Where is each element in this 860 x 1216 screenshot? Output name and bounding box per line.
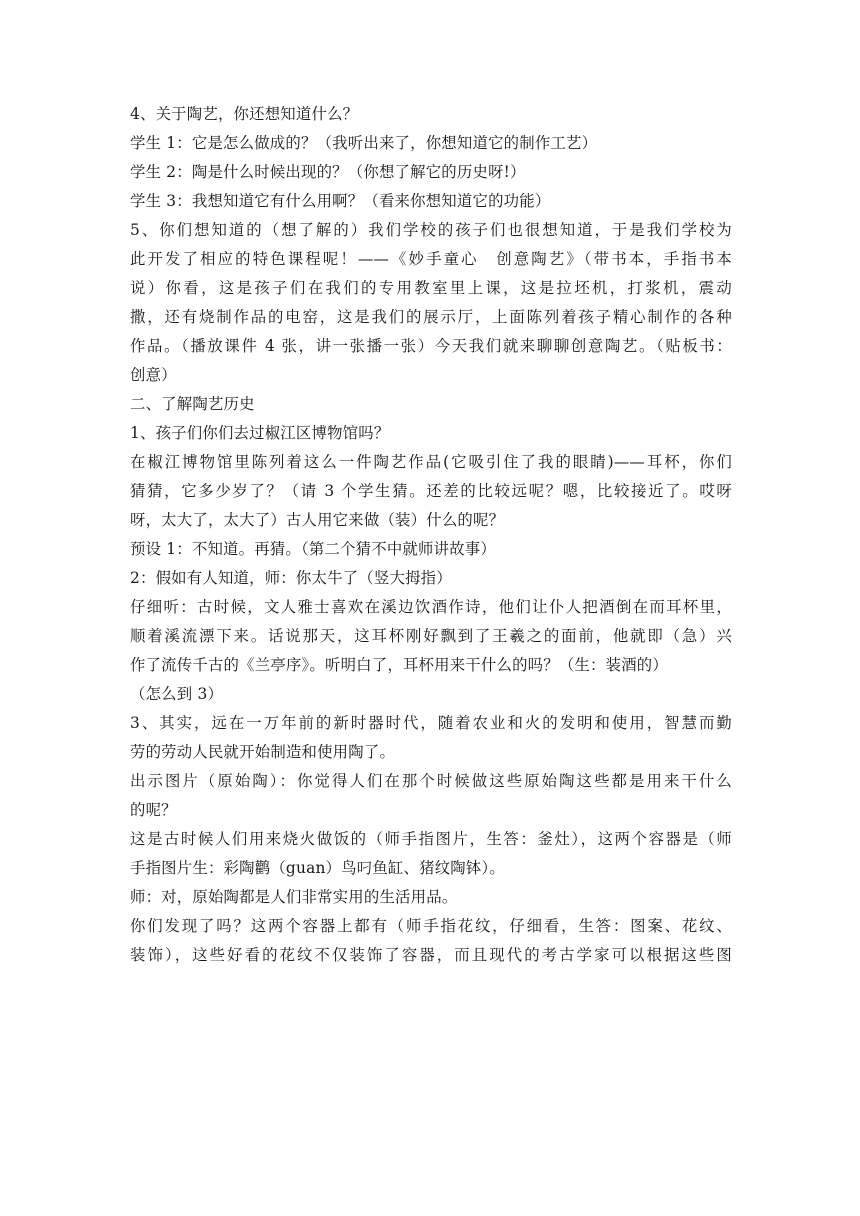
text-line: 此开发了相应的特色课程呢！——《妙手童心 创意陶艺》（带书本，手指书本 xyxy=(130,250,732,268)
text-line: 手指图片生：彩陶鹳（guan）鸟叼鱼缸、猪纹陶钵）。 xyxy=(130,859,505,877)
text-line: 说）你看，这是孩子们在我们的专用教室里上课，这是拉坯机，打浆机，震动 xyxy=(130,279,732,297)
text-line: 在椒江博物馆里陈列着这么一件陶艺作品(它吸引住了我的眼睛)——耳杯，你们 xyxy=(130,453,732,471)
text-line: 作品。（播放课件 4 张，讲一张播一张）今天我们就来聊聊创意陶艺。（贴板书： xyxy=(130,337,732,355)
text-line: 学生 3：我想知道它有什么用啊？（看来你想知道它的功能） xyxy=(130,192,551,210)
text-line: 的呢？ xyxy=(130,801,177,819)
text-line: 装饰），这些好看的花纹不仅装饰了容器，而且现代的考古学家可以根据这些图 xyxy=(130,946,732,964)
text-line: 呀，太大了，太大了）古人用它来做（装）什么的呢？ xyxy=(130,511,505,529)
text-line: 5、你们想知道的（想了解的）我们学校的孩子们也很想知道，于是我们学校为 xyxy=(130,221,732,239)
document-body xyxy=(130,100,732,970)
text-line: 学生 1：它是怎么做成的？（我听出来了，你想知道它的制作工艺） xyxy=(130,134,598,152)
text-line: 师：对，原始陶都是人们非常实用的生活用品。 xyxy=(130,888,458,906)
text-line: 猜猜，它多少岁了？（请 3 个学生猜。还差的比较远呢？嗯，比较接近了。哎呀 xyxy=(130,482,732,500)
text-line: 学生 2：陶是什么时候出现的？（你想了解它的历史呀!） xyxy=(130,163,526,181)
text-line: 预设 1：不知道。再猜。（第二个猜不中就师讲故事） xyxy=(130,540,496,558)
text-line: 4、关于陶艺，你还想知道什么？ xyxy=(130,105,359,123)
text-line: 劳的劳动人民就开始制造和使用陶了。 xyxy=(130,743,396,761)
text-line: 撒，还有烧制作品的电窑，这是我们的展示厅，上面陈列着孩子精心制作的各种 xyxy=(130,308,732,326)
text-line: 仔细听：古时候，文人雅士喜欢在溪边饮酒作诗，他们让仆人把酒倒在而耳杯里， xyxy=(130,598,732,616)
text-line: 1、孩子们你们去过椒江区博物馆吗？ xyxy=(130,424,390,442)
text-line: 作了流传千古的《兰亭序》。听明白了，耳杯用来干什么的吗？（生：装酒的） xyxy=(130,656,668,674)
text-line: 创意） xyxy=(130,366,177,384)
text-line: 出示图片（原始陶）：你觉得人们在那个时候做这些原始陶这些都是用来干什么 xyxy=(130,772,732,790)
text-line: 你们发现了吗？这两个容器上都有（师手指花纹，仔细看，生答：图案、花纹、 xyxy=(130,917,732,935)
text-line: 3、其实，远在一万年前的新时器时代，随着农业和火的发明和使用，智慧而勤 xyxy=(130,714,732,732)
text-line: 2：假如有人知道，师：你太牛了（竖大拇指） xyxy=(130,569,452,587)
text-line: 顺着溪流漂下来。话说那天，这耳杯刚好飘到了王羲之的面前，他就即（急）兴 xyxy=(130,627,732,645)
text-line: （怎么到 3） xyxy=(130,685,224,703)
text-line: 二、了解陶艺历史 xyxy=(130,395,255,413)
text-line: 这是古时候人们用来烧火做饭的（师手指图片，生答：釜灶），这两个容器是（师 xyxy=(130,830,732,848)
